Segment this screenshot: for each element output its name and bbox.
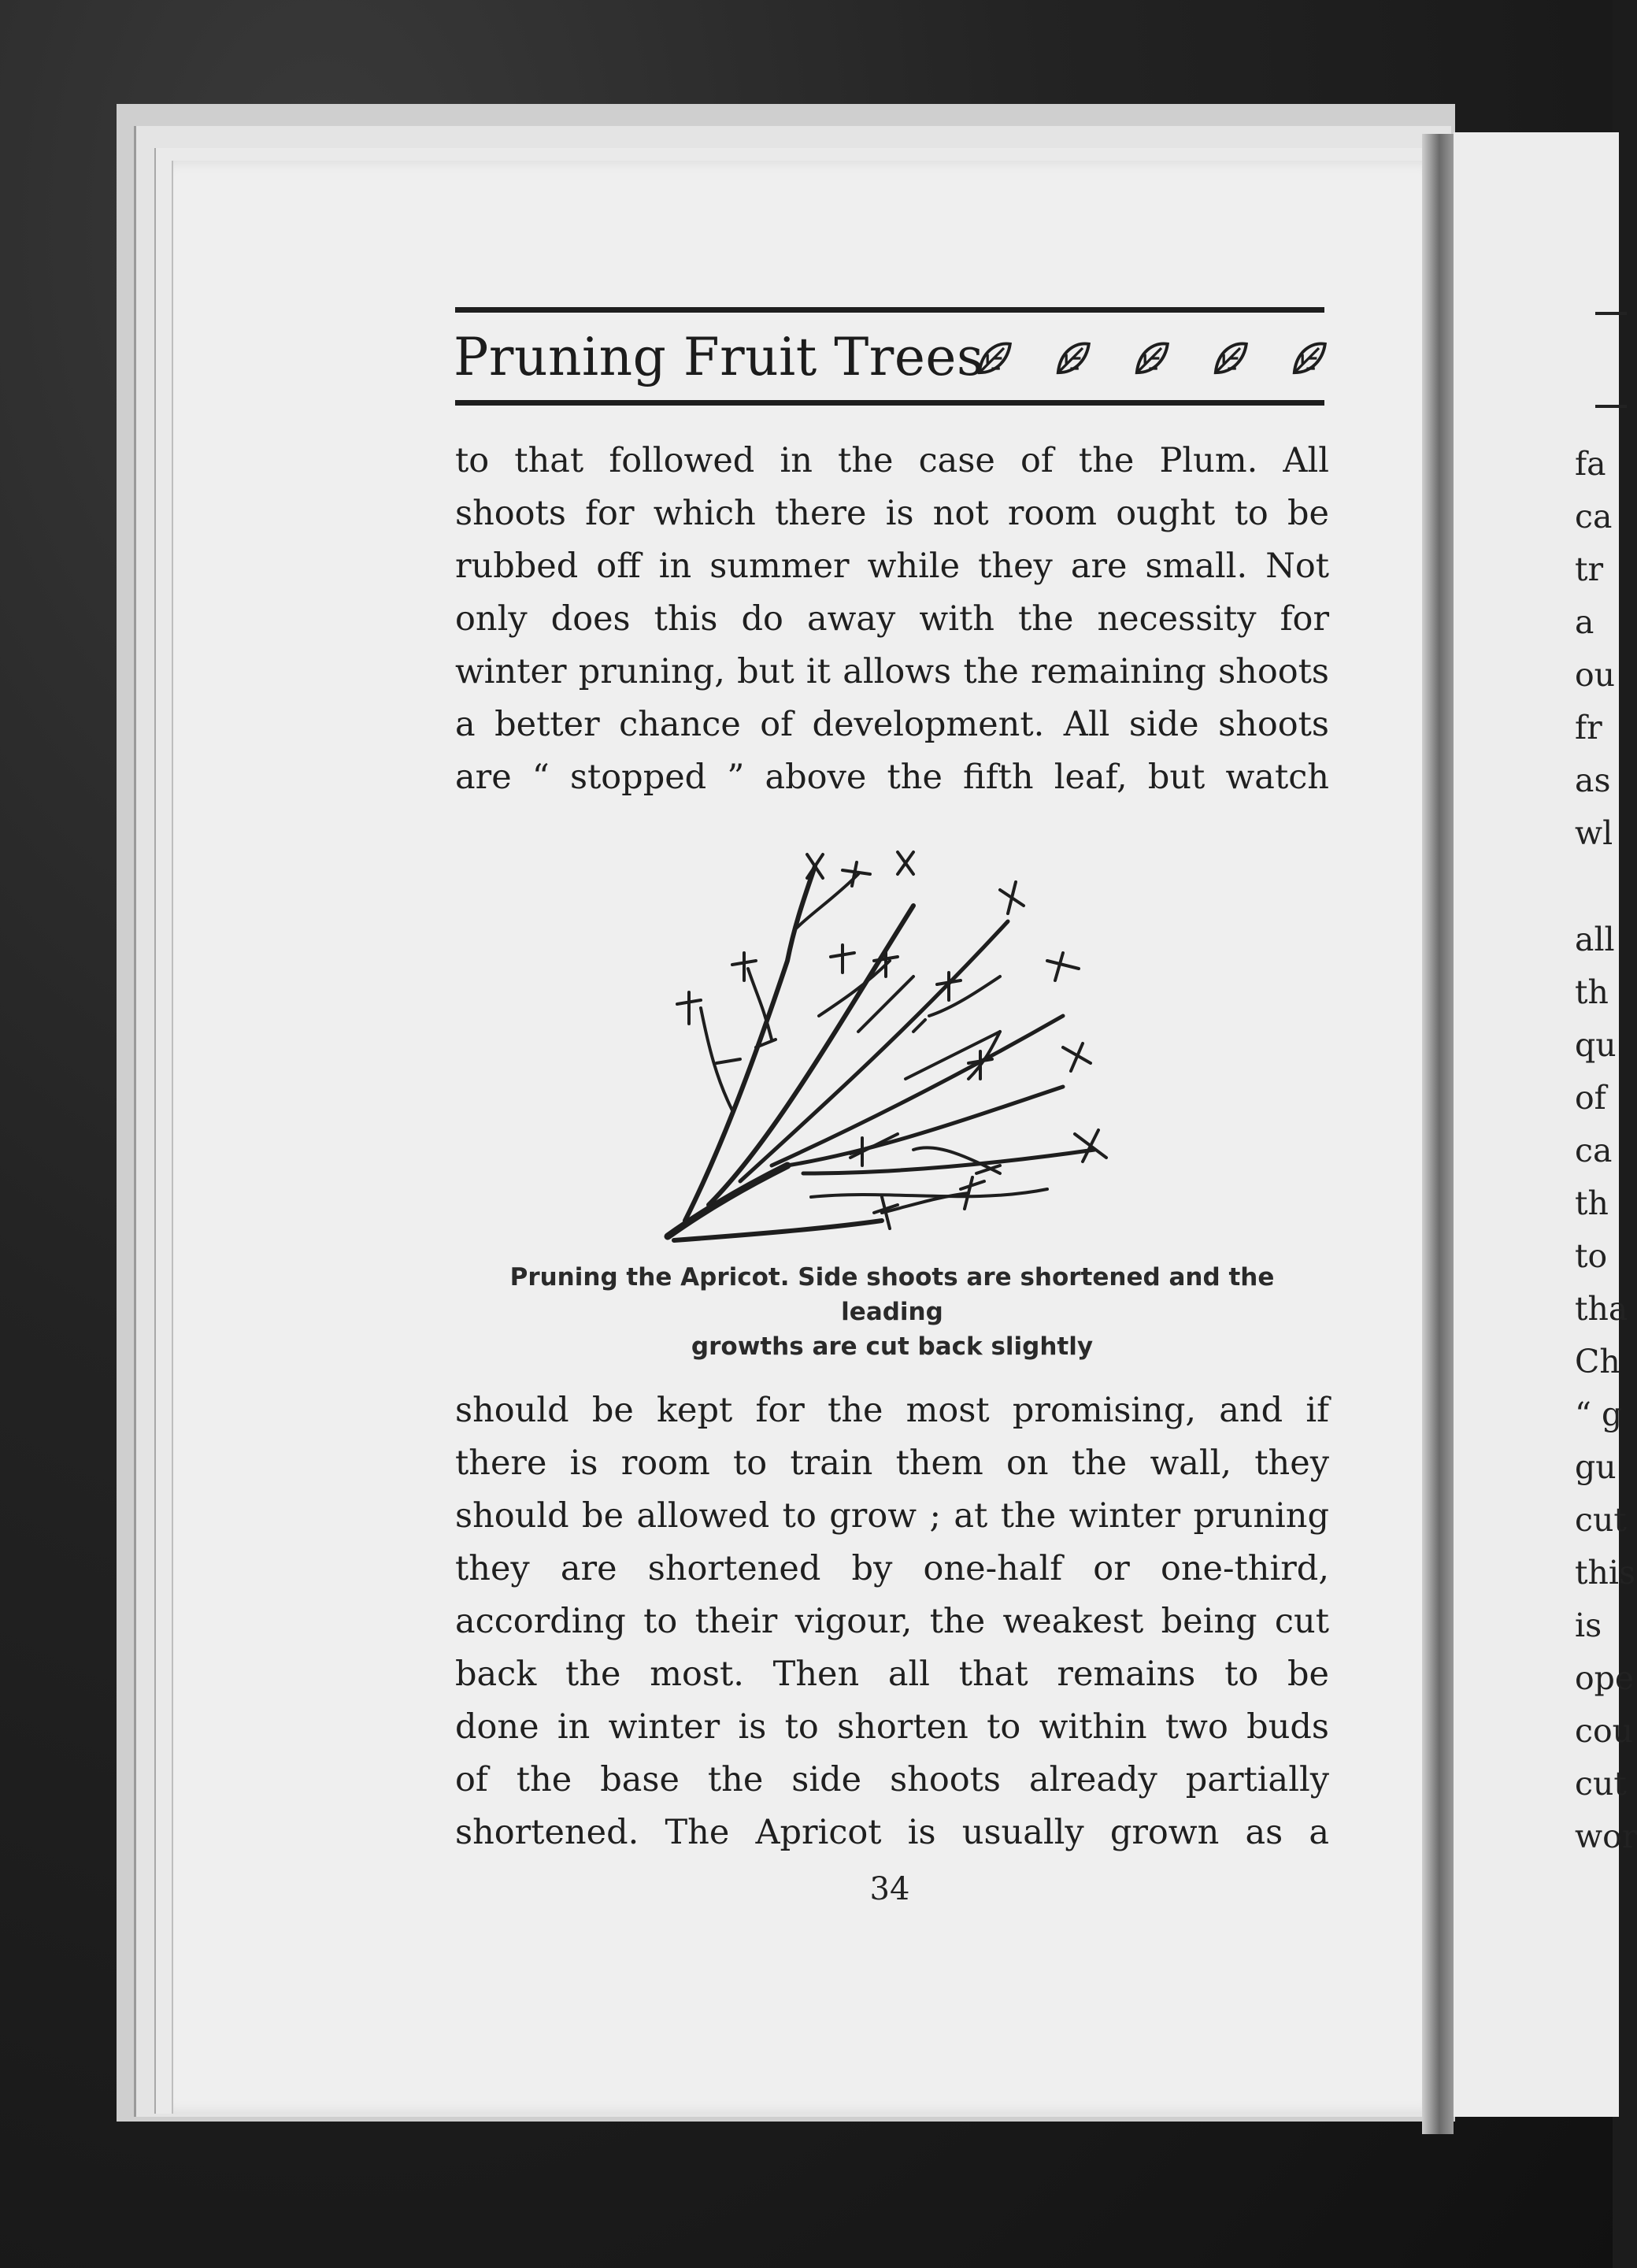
leaf-ornament-icon [1209,338,1250,379]
text-line: winter pruning, but it allows the remaining shoots [455,652,1329,691]
apricot-branch-pruning-illustration [654,843,1126,1252]
book-gutter [1422,134,1454,2134]
text-line: shortened. The Apricot is usually grown as a [455,1813,1329,1852]
caption-line: Pruning the Apricot. Side shoots are shortened and the leading [509,1263,1275,1326]
leaf-ornament-icon [1131,338,1172,379]
text-line: rubbed off in summer while they are small. Not [455,547,1329,586]
leaf-ornament-icon [973,338,1014,379]
text-line: only does this do away with the necessity for [455,599,1329,639]
text-line: back the most. Then all that remains to be [455,1655,1329,1694]
leaf-ornament-icon [1288,338,1329,379]
text-line: of the base the side shoots already partially [455,1760,1329,1799]
text-line: a better chance of development. All side shoots [455,705,1329,744]
body-paragraph-2 [455,1384,1329,1859]
leaf-ornament-icon [1052,338,1093,379]
text-line: shoots for which there is not room ought to be [455,494,1329,533]
text-line: they are shortened by one-half or one-third, [455,1549,1329,1588]
header-ornaments [973,331,1329,386]
facing-page-text-bottom: all th qu of ca th to tha Ch “ g gu cut this is ope cou cut wor [1575,921,1637,1855]
text-line: to that followed in the case of the Plum. All [455,441,1329,480]
text-line: should be allowed to grow ; at the winter pruning [455,1496,1329,1536]
text-line: done in winter is to shorten to within two buds [455,1707,1329,1747]
body-paragraph-1 [455,435,1329,804]
text-line: according to their vigour, the weakest being cut [455,1602,1329,1641]
facing-header-rule [1595,312,1627,315]
header-rule-bottom [455,400,1324,406]
figure-caption [455,1260,1329,1364]
facing-header-rule [1595,405,1627,408]
caption-line: growths are cut back slightly [691,1332,1094,1361]
facing-page-text-top: fa ca tr a ou fr as wl [1575,445,1616,852]
page-title: Pruning Fruit Trees [454,327,984,387]
header-rule-top [455,307,1324,313]
text-line: should be kept for the most promising, and if [455,1391,1329,1430]
page-number: 34 [869,1871,910,1907]
text-line: there is room to train them on the wall, they [455,1443,1329,1483]
text-line: are “ stopped ” above the fifth leaf, but watch [455,758,1329,797]
